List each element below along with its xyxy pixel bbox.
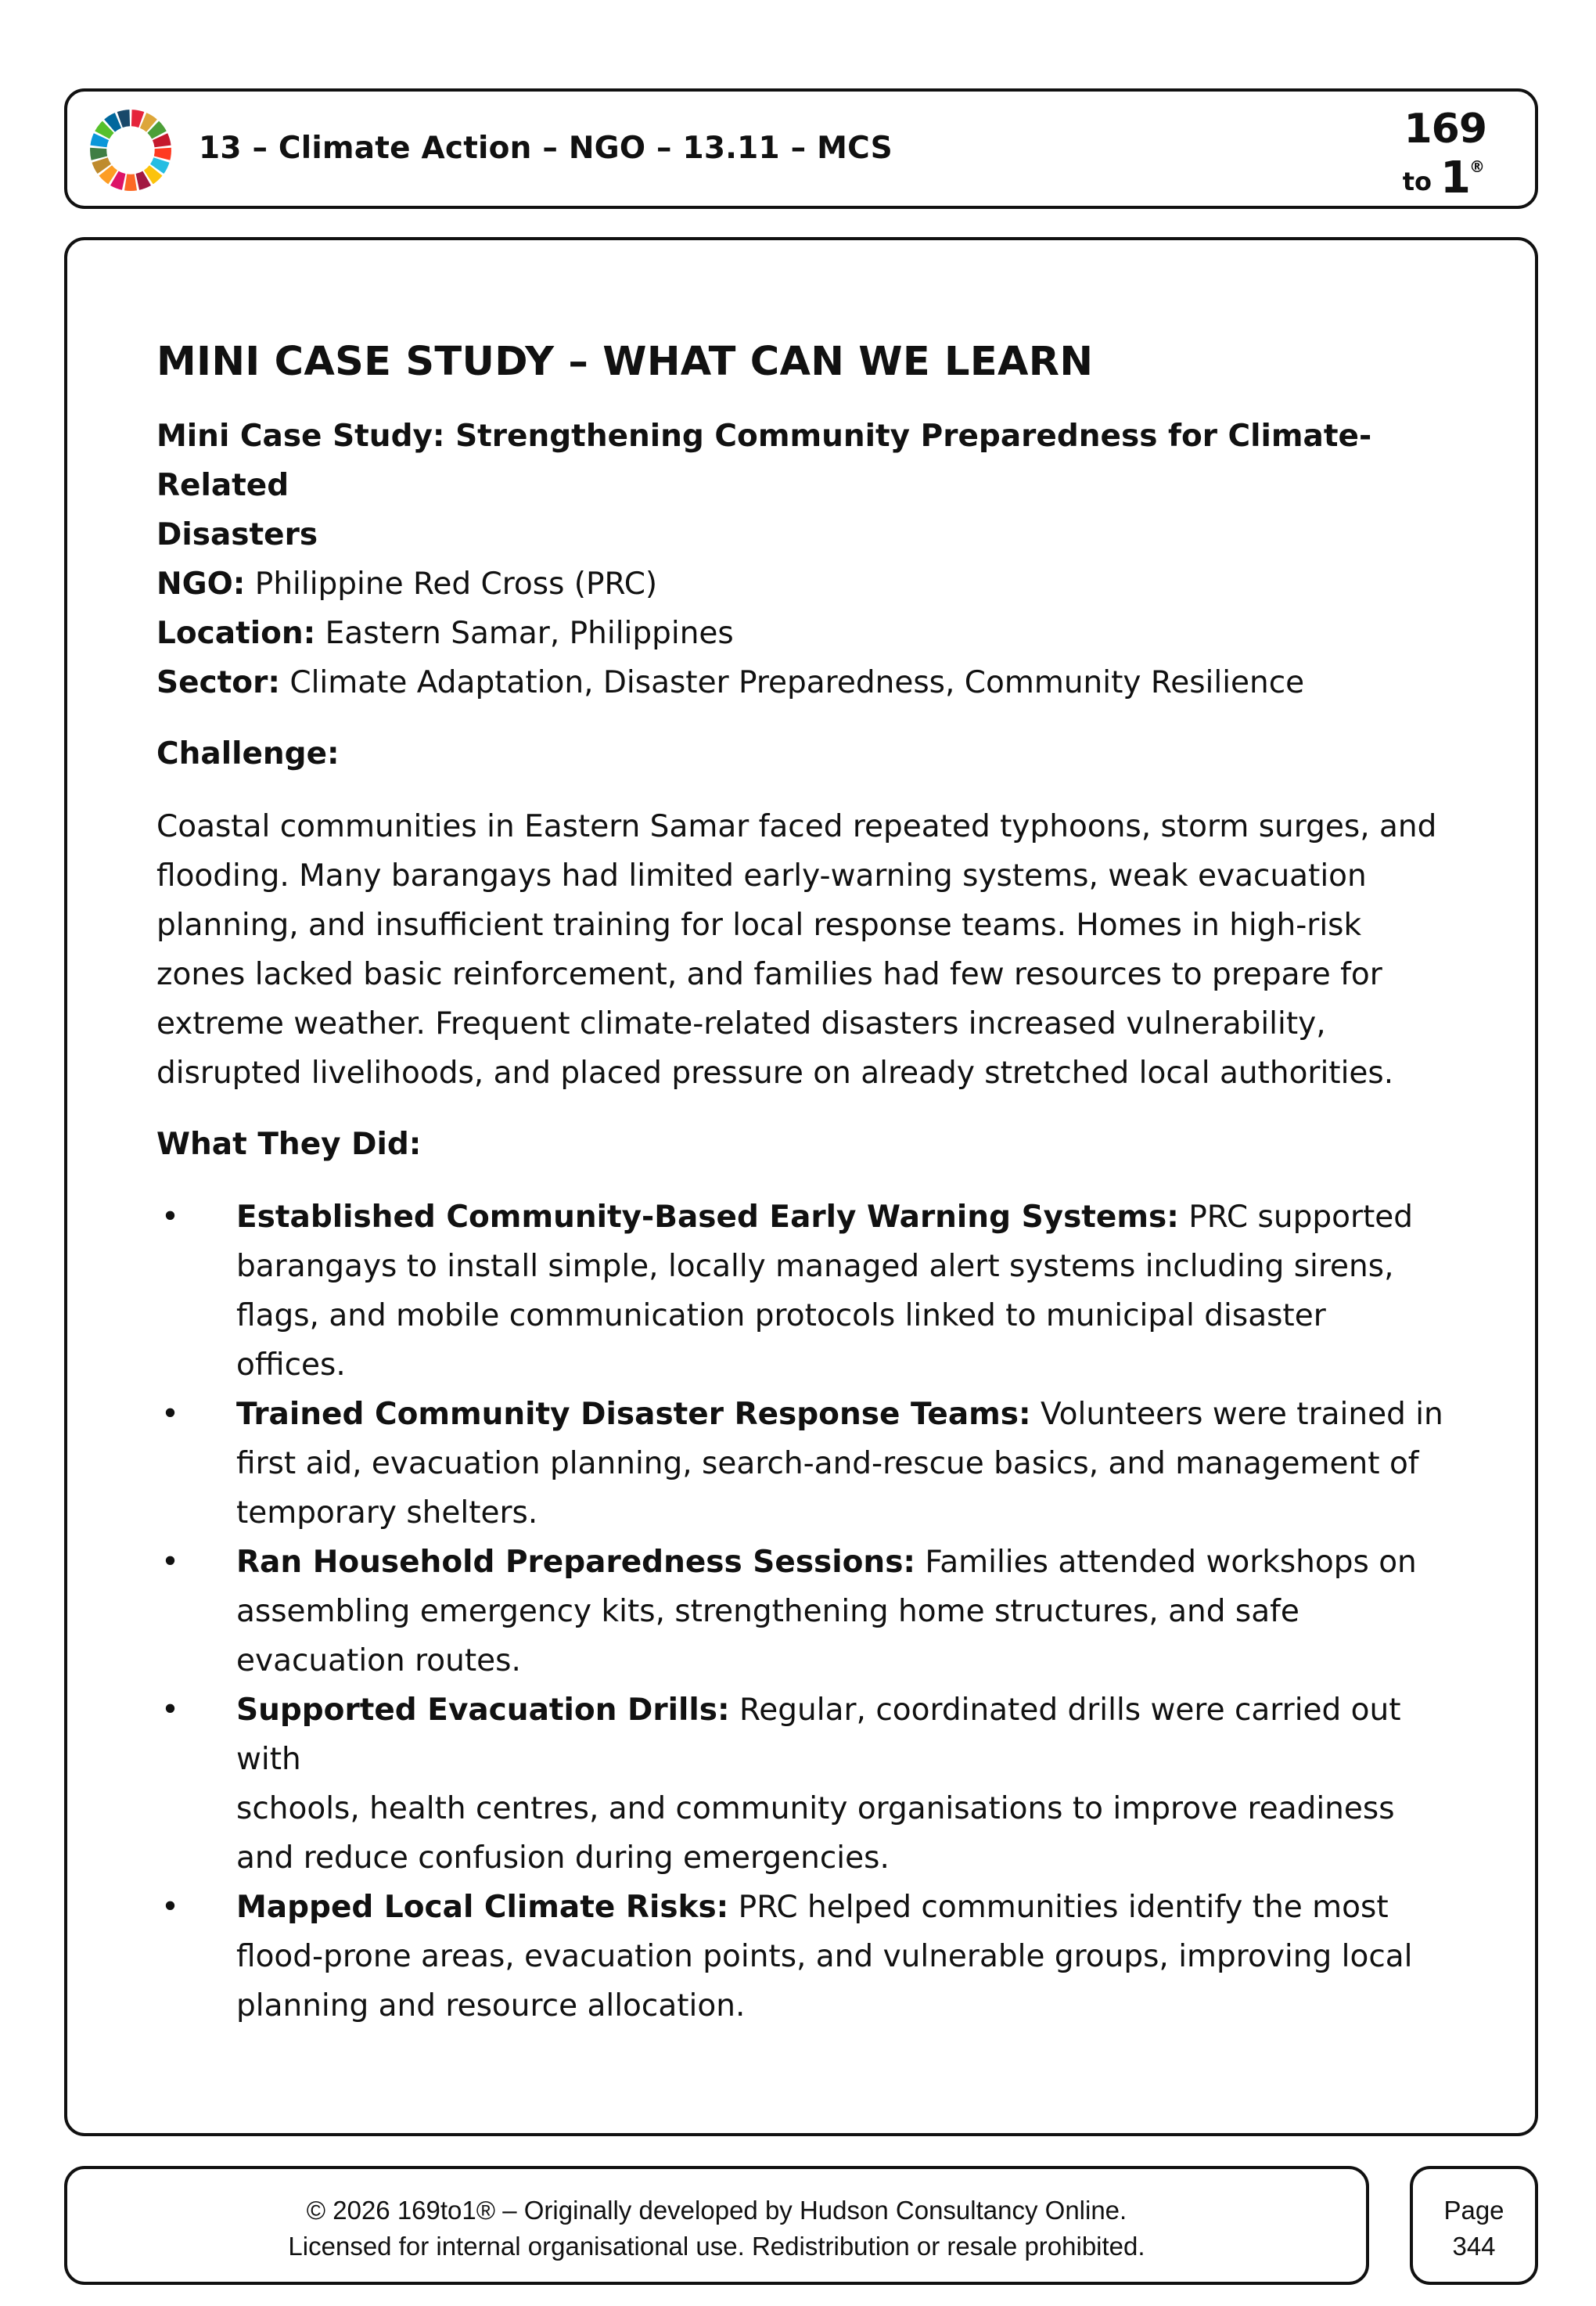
bullet-text: first aid, evacuation planning, search-and-rescue basics, and management of [236, 1446, 1419, 1481]
wheel-segment [154, 148, 171, 160]
brand-number: 169 [1404, 106, 1486, 153]
footer-line-2: Licensed for internal organisational use. Redistribution or resale prohibited. [288, 2232, 1145, 2261]
case-study-title-line-2: Disasters [156, 517, 318, 552]
location-label: Location: [156, 616, 316, 651]
bullet-lead: Established Community-Based Early Warning Systems: [236, 1200, 1179, 1235]
bullet-icon: • [161, 1890, 180, 1925]
header-title: 13 – Climate Action – NGO – 13.11 – MCS [199, 131, 893, 166]
challenge-line: extreme weather. Frequent climate-related disasters increased vulnerability, [156, 1006, 1326, 1041]
challenge-line: disrupted livelihoods, and placed pressure on already stretched local authorities. [156, 1056, 1394, 1091]
challenge-line: Coastal communities in Eastern Samar faced repeated typhoons, storm surges, and [156, 809, 1437, 844]
brand-registered-mark: ® [1469, 157, 1485, 176]
challenge-line: planning, and insufficient training for local response teams. Homes in high-risk [156, 908, 1362, 943]
bullet-text: PRC helped communities identify the most [728, 1890, 1389, 1925]
list-item [156, 1390, 1468, 1538]
bullet-text: Regular, coordinated drills were carried out with [236, 1693, 1401, 1777]
bullet-text: flood-prone areas, evacuation points, and vulnerable groups, improving local [236, 1939, 1413, 1974]
location-line [156, 609, 1468, 658]
bullet-text: evacuation routes. [236, 1643, 521, 1678]
ngo-line [156, 559, 1468, 609]
page-number: 344 [1452, 2232, 1496, 2261]
wheel-segment [124, 174, 137, 191]
list-item [156, 1883, 1468, 2031]
bullet-icon: • [161, 1397, 180, 1432]
page-title: MINI CASE STUDY – WHAT CAN WE LEARN [156, 339, 1094, 385]
sector-label: Sector: [156, 665, 280, 700]
footer-copyright-box [64, 2166, 1369, 2285]
challenge-line: flooding. Many barangays had limited early-warning systems, weak evacuation [156, 858, 1367, 894]
wheel-segment [90, 148, 107, 160]
bullet-text: Families attended workshops on [915, 1545, 1417, 1580]
list-item [156, 1193, 1468, 1390]
footer-text [67, 2193, 1366, 2265]
list-item [156, 1685, 1468, 1883]
bullet-lead: Supported Evacuation Drills: [236, 1693, 730, 1728]
page-label: Page [1443, 2196, 1504, 2225]
bullet-text: temporary shelters. [236, 1495, 538, 1531]
bullet-text: and reduce confusion during emergencies. [236, 1840, 890, 1876]
bullet-lead: Mapped Local Climate Risks: [236, 1890, 729, 1925]
case-study-title-line-1: Mini Case Study: Strengthening Community Preparedness for Climate-Related [156, 419, 1372, 503]
bullet-icon: • [161, 1693, 180, 1728]
bullet-lead: Ran Household Preparedness Sessions: [236, 1545, 915, 1580]
bullet-text: barangays to install simple, locally managed alert systems including sirens, [236, 1249, 1394, 1284]
list-item [156, 1538, 1468, 1685]
location-value: Eastern Samar, Philippines [315, 616, 734, 651]
footer-line-1: © 2026 169to1® – Originally developed by Hudson Consultancy Online. [306, 2196, 1127, 2225]
bullet-text: assembling emergency kits, strengthening home structures, and safe [236, 1594, 1299, 1629]
ngo-value: Philippine Red Cross (PRC) [245, 567, 658, 602]
brand-to: to [1402, 167, 1432, 196]
bullet-lead: Trained Community Disaster Response Teams: [236, 1397, 1031, 1432]
bullet-icon: • [161, 1545, 180, 1580]
page-indicator [1413, 2193, 1535, 2265]
what-they-did-heading: What They Did: [156, 1127, 422, 1162]
header-bar [64, 88, 1538, 209]
challenge-line: zones lacked basic reinforcement, and families had few resources to prepare for [156, 957, 1382, 992]
bullet-text: offices. [236, 1347, 346, 1383]
sdg-wheel-logo [89, 109, 172, 192]
content-area [156, 339, 1468, 2031]
bullet-icon: • [161, 1200, 180, 1235]
bullet-text: flags, and mobile communication protocols linked to municipal disaster [236, 1298, 1326, 1333]
sector-value: Climate Adaptation, Disaster Preparedness, Community Resilience [279, 665, 1305, 700]
main-content-panel [64, 237, 1538, 2136]
challenge-heading: Challenge: [156, 736, 340, 772]
brand-one: 1 [1440, 153, 1471, 203]
bullet-text: Volunteers were trained in [1030, 1397, 1443, 1432]
challenge-paragraph [156, 802, 1468, 1098]
bullet-text: PRC supported [1178, 1200, 1414, 1235]
page-number-box [1410, 2166, 1538, 2285]
brand-logo [1364, 99, 1490, 201]
bullet-text: schools, health centres, and community organisations to improve readiness [236, 1791, 1395, 1826]
sector-line [156, 658, 1468, 707]
bullet-text: planning and resource allocation. [236, 1988, 746, 2024]
actions-list [156, 1193, 1468, 2031]
ngo-label: NGO: [156, 567, 246, 602]
